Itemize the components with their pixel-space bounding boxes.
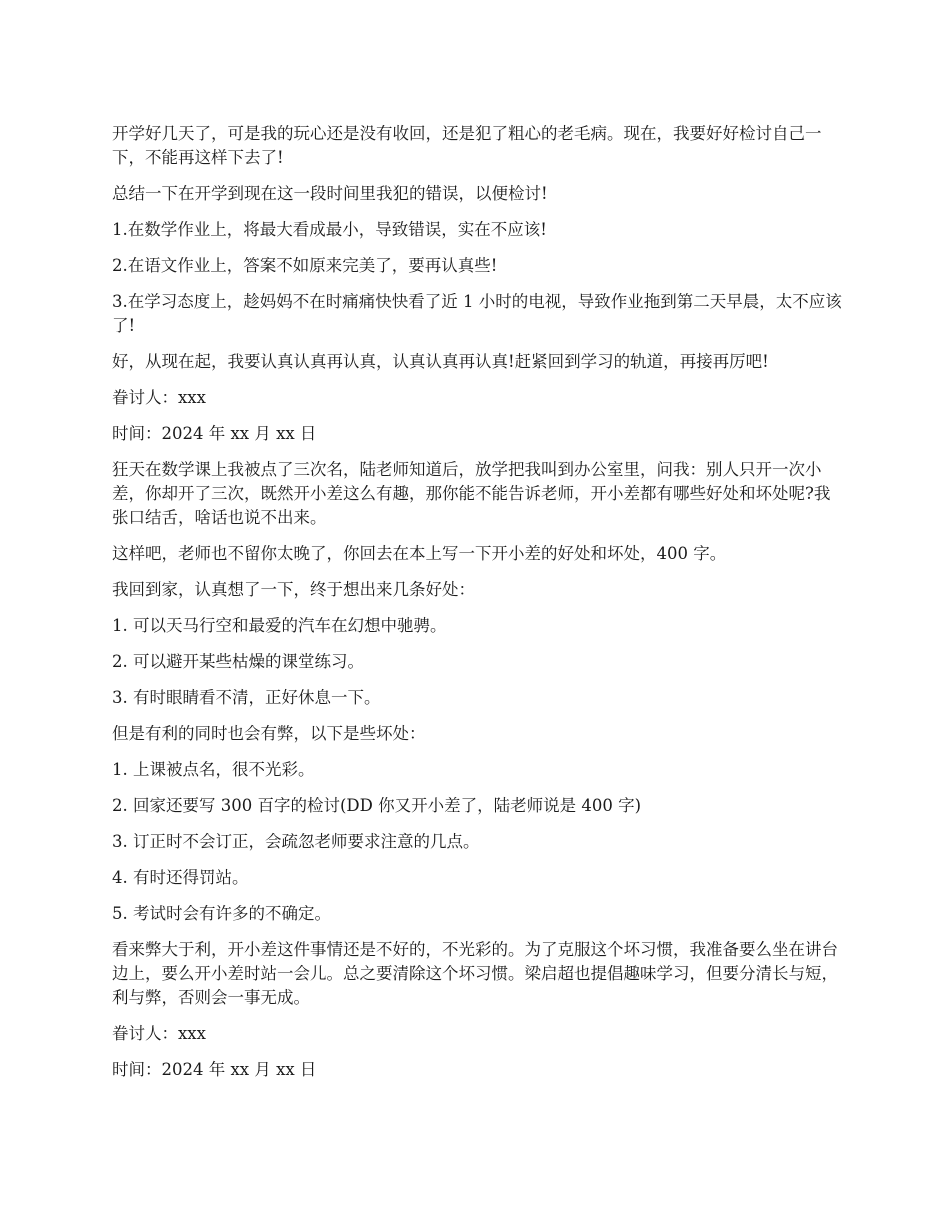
paragraph-benefits-intro: 我回到家，认真想了一下，终于想出来几条好处： <box>112 580 475 599</box>
paragraph-conclusion: 看来弊大于利，开小差这件事情还是不好的，不光彩的。为了克服这个坏习惯，我准备要么坐在讲台边上，要么开小差时站一会儿。总之要清除这个坏习惯。梁启超也提倡趣味学习，但要分清长与短，利与弊，否则会一事无成。 <box>112 940 838 1007</box>
list-item-benefit-1: 1. 可以天马行空和最爱的汽车在幻想中驰骋。 <box>112 616 447 635</box>
paragraph-drawbacks-intro: 但是有利的同时也会有弊，以下是些坏处： <box>112 724 426 743</box>
list-item-drawback-3: 3. 订正时不会订正，会疏忽老师要求注意的几点。 <box>112 832 480 851</box>
paragraph-summary: 总结一下在开学到现在这一段时间里我犯的错误，以便检讨! <box>112 184 548 203</box>
paragraph-resolution: 好，从现在起，我要认真认真再认真，认真认真再认真!赶紧回到学习的轨道，再接再厉吧! <box>112 352 769 371</box>
paragraph-intro: 开学好几天了，可是我的玩心还是没有收回，还是犯了粗心的老毛病。现在，我要好好检讨自己一下，不能再这样下去了! <box>112 124 822 167</box>
signature-author-2: 眷讨人：xxx <box>112 1024 206 1043</box>
list-item-mistake-1: 1.在数学作业上，将最大看成最小，导致错误，实在不应该! <box>112 220 547 239</box>
signature-date: 时间：2024 年 xx 月 xx 日 <box>112 424 317 443</box>
signature-date-2: 时间：2024 年 xx 月 xx 日 <box>112 1060 317 1079</box>
paragraph-story: 狂天在数学课上我被点了三次名，陆老师知道后，放学把我叫到办公室里，问我：别人只开一次小差，你却开了三次，既然开小差这么有趣，那你能不能告诉老师，开小差都有哪些好处和坏处呢?我张口结舌，啥话也说不出来。 <box>112 460 831 527</box>
list-item-drawback-2: 2. 回家还要写 300 百字的检讨(DD 你又开小差了，陆老师说是 400 字) <box>112 796 642 815</box>
list-item-drawback-4: 4. 有时还得罚站。 <box>112 868 249 887</box>
list-item-benefit-3: 3. 有时眼睛看不清，正好休息一下。 <box>112 688 381 707</box>
list-item-benefit-2: 2. 可以避开某些枯燥的课堂练习。 <box>112 652 364 671</box>
document-body <box>112 122 842 1094</box>
list-item-mistake-2: 2.在语文作业上，答案不如原来完美了，要再认真些! <box>112 256 498 275</box>
list-item-mistake-3: 3.在学习态度上，趁妈妈不在时痛痛快快看了近 1 小时的电视，导致作业拖到第二天早晨，太不应该了! <box>112 292 842 335</box>
list-item-drawback-1: 1. 上课被点名，很不光彩。 <box>112 760 315 779</box>
paragraph-teacher: 这样吧，老师也不留你太晚了，你回去在本上写一下开小差的好处和坏处，400 字。 <box>112 544 727 563</box>
signature-author: 眷讨人：xxx <box>112 388 206 407</box>
list-item-drawback-5: 5. 考试时会有许多的不确定。 <box>112 904 331 923</box>
